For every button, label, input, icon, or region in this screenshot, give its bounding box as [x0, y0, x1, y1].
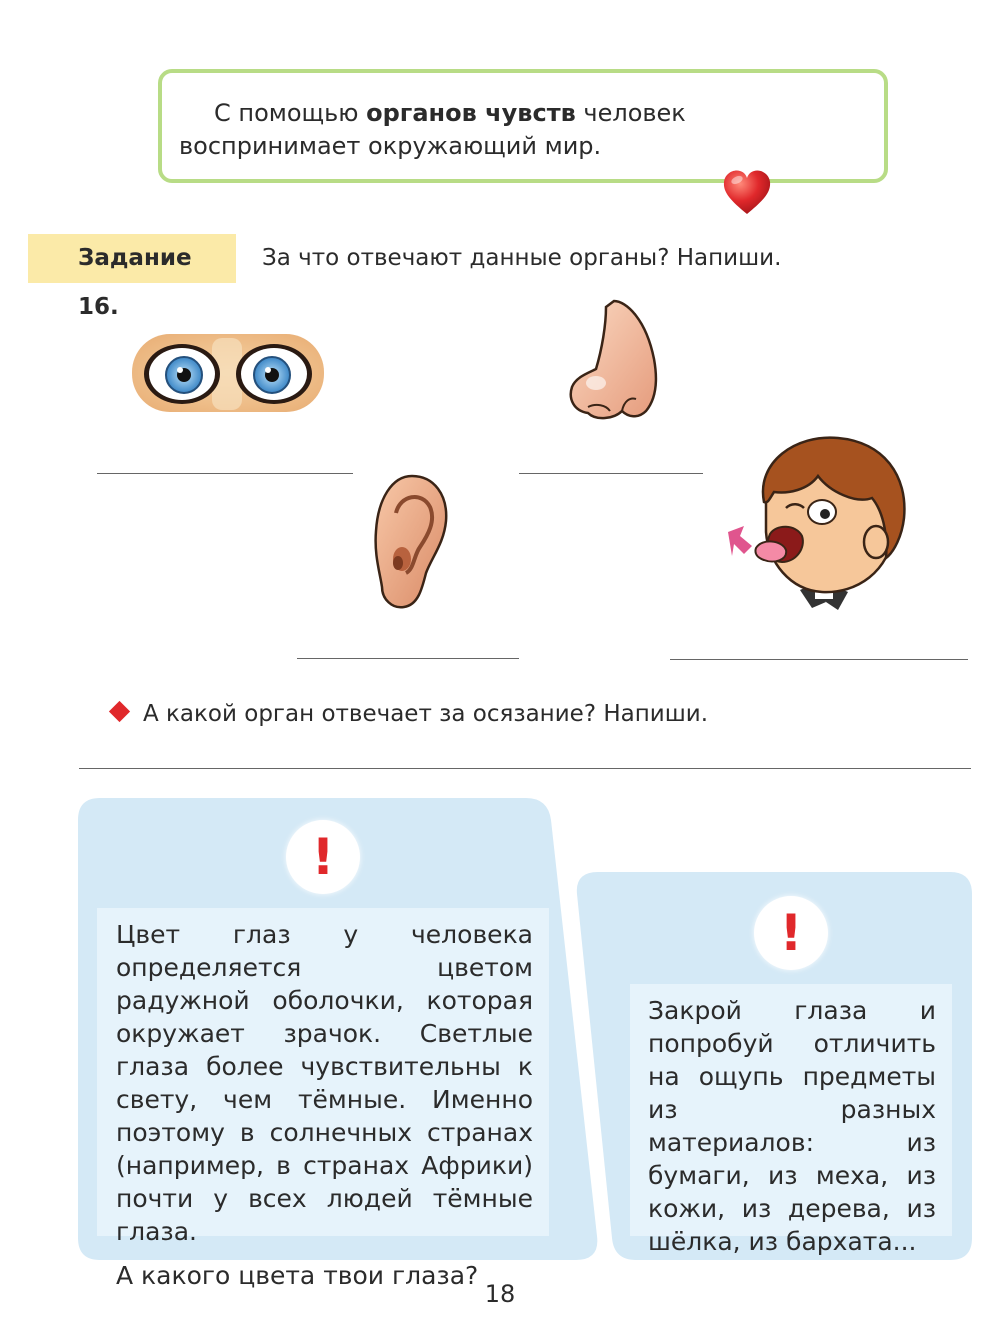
card-left-paragraph-1: Цвет глаз у человека определяется цветом радужной оболочки, которая окружает зрачок. Светлые глаза более чувствительны к свету, чем тёмные. Именно поэтому в солнечных странах (например, в странах Африки) почти у всех людей тёмные глаза.	[116, 920, 533, 1246]
card-right-text	[648, 994, 936, 1258]
task-question: За что отвечают данные органы? Напиши.	[262, 245, 782, 271]
task-label: Задание 16.	[28, 234, 236, 283]
card-left-text-box	[97, 908, 549, 1290]
exclamation-icon: !	[286, 820, 360, 894]
rule-text-pre: С помощью	[214, 99, 367, 127]
exclamation-icon: !	[754, 896, 828, 970]
touch-question-text: А какой орган отвечает за осязание? Напиши.	[143, 701, 709, 727]
page-number: 18	[484, 1280, 516, 1308]
card-right-text-box	[630, 984, 952, 1256]
card-left-paragraph-2: А какого цвета твои глаза?	[116, 1261, 479, 1290]
rule-text-post: человек воспринимает окружающий мир.	[179, 99, 686, 160]
card-right-paragraph-1: Закрой глаза и попробуй отличить на ощупь предметы из разных материалов: из бумаги, из меха, из кожи, из дерева, из шёлка, из бархата...	[648, 996, 936, 1256]
rule-bold-term: органов чувств	[366, 99, 576, 127]
card-left-text	[116, 918, 533, 1292]
